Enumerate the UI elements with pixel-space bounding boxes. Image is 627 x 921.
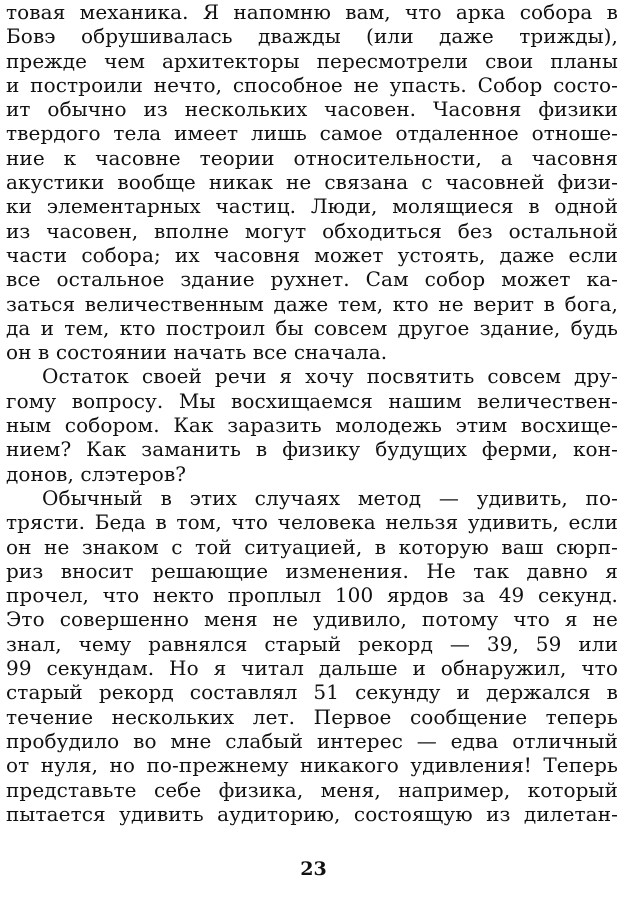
text-line: заться величественным даже тем, кто не верит в бога, — [6, 291, 618, 316]
text-line: представьте себе физика, меня, например, который — [6, 777, 618, 802]
text-line: нием? Как заманить в физику будущих ферми, кон- — [6, 437, 618, 462]
text-line: ным собором. Как заразить молодежь этим восхище- — [6, 413, 618, 438]
text-line: прочел, что некто проплыл 100 ярдов за 49 секунд. — [6, 583, 618, 608]
page-number: 23 — [300, 858, 327, 880]
text-line: старый рекорд составлял 51 секунду и держался в — [6, 680, 618, 705]
text-line: твердого тела имеет лишь самое отдаленное отноше- — [6, 121, 618, 146]
text-line: прежде чем архитекторы пересмотрели свои планы — [6, 48, 618, 73]
text-line: да и тем, кто построил бы совсем другое здание, будь — [6, 315, 618, 340]
page-text — [6, 0, 618, 826]
text-line: все остальное здание рухнет. Сам собор может ка- — [6, 267, 618, 292]
text-line: риз вносит решающие изменения. Не так давно я — [6, 558, 618, 583]
text-line: донов, слэтеров? — [6, 461, 187, 486]
text-line: Бовэ обрушивалась дважды (или даже трижды), — [6, 24, 618, 49]
text-line: из часовен, вполне могут обходиться без остальной — [6, 218, 618, 243]
text-line: знал, чему равнялся старый рекорд — 39, 59 или — [6, 631, 618, 656]
text-line: пробудило во мне слабый интерес — едва отличный — [6, 728, 618, 753]
text-line: течение нескольких лет. Первое сообщение теперь — [6, 704, 618, 729]
text-line: он не знаком с той ситуацией, в которую ваш сюрп- — [6, 534, 618, 559]
text-line: ки элементарных частиц. Люди, молящиеся в одной — [6, 194, 618, 219]
text-line: товая механика. Я напомню вам, что арка собора в — [6, 0, 618, 24]
paragraph — [6, 486, 618, 826]
text-line: ит обычно из нескольких часовен. Часовня физики — [6, 97, 618, 122]
text-line: Обычный в этих случаях метод — удивить, по- — [42, 485, 618, 510]
text-line: ние к часовне теории относительности, а часовня — [6, 145, 618, 170]
text-line: трясти. Беда в том, что человека нельзя удивить, если — [6, 510, 618, 535]
text-line: от нуля, но по-прежнему никакого удивления! Теперь — [6, 753, 618, 778]
paragraph — [6, 364, 618, 485]
text-line: части собора; их часовня может устоять, даже если — [6, 242, 618, 267]
text-line: пытается удивить аудиторию, состоящую из дилетан- — [6, 801, 618, 826]
text-line: и построили нечто, способное не упасть. Собор состо- — [6, 72, 618, 97]
text-line: он в состоянии начать все сначала. — [6, 340, 388, 365]
text-line: 99 секундам. Но я читал дальше и обнаружил, что — [6, 656, 618, 681]
text-line: акустики вообще никак не связана с часовней физи- — [6, 170, 618, 195]
text-line: Это совершенно меня не удивило, потому что я не — [6, 607, 618, 632]
text-line: гому вопросу. Мы восхищаемся нашим величествен- — [6, 388, 618, 413]
paragraph — [6, 0, 618, 364]
text-line: Остаток своей речи я хочу посвятить совсем дру- — [42, 364, 618, 389]
